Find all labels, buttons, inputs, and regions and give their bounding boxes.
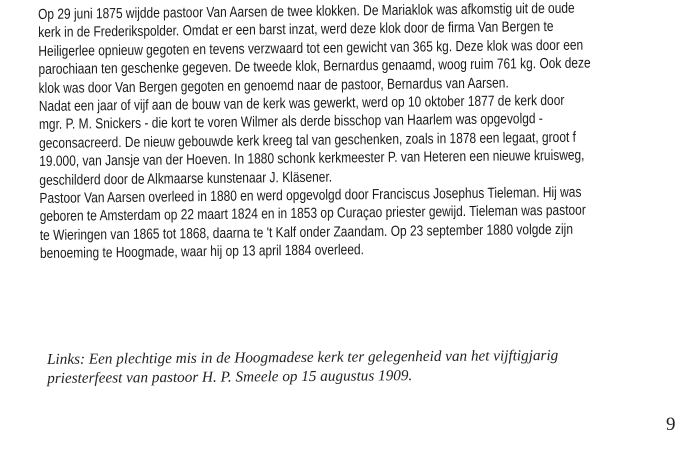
page-number: 9 [666, 414, 676, 435]
body-line: Heiligerlee opnieuw gegoten en tevens verzwaard tot een gewicht van 365 kg. Deze klok was door een [38, 37, 584, 60]
body-text [38, 0, 591, 264]
body-line: Pastoor Van Aarsen overleed in 1880 en werd opgevolgd door Franciscus Josephus Tieleman. Hij was [39, 184, 582, 208]
body-line: te Wieringen van 1865 tot 1868, daarna te 't Kalf onder Zaandam. Op 23 september 1880 volgde zijn [39, 221, 574, 244]
body-line: benoeming te Hoogmade, waar hij op 13 april 1884 overleed. [39, 242, 364, 263]
caption-line: Links: Een plechtige mis in de Hoogmadese kerk ter gelegenheid van het vijftigjarig [47, 346, 559, 368]
body-line: Nadat een jaar of vijf aan de bouw van de kerk was gewerkt, werd op 10 oktober 1877 de kerk door [38, 92, 565, 116]
body-line: mgr. P. M. Snickers - die kort te voren Wilmer als derde bisschop van Haarlem was opgevolgd - [38, 111, 543, 134]
body-line: geconsacreerd. De nieuw gebouwde kerk kreeg tal van geschenken, zoals in 1878 een legaat, groot f [39, 129, 576, 152]
body-line: klok was door Van Bergen gegoten en genoemd naar de pastoor, Bernardus van Aarsen. [38, 75, 509, 97]
caption-line: priesterfeest van pastoor H. P. Smeele op 15 augustus 1909. [47, 366, 413, 387]
body-line: parochiaan ten geschenke gegeven. De tweede klok, Bernardus genaamd, woog ruim 761 kg. Ook deze [38, 55, 591, 79]
body-line: 19.000, van Jansje van der Hoeven. In 1880 schonk kerkmeester P. van Heteren een nieuwe kruisweg, [39, 147, 585, 171]
body-line: geboren te Amsterdam op 22 maart 1824 en in 1853 op Curaçao priester gewijd. Tieleman was pastoor [39, 203, 586, 226]
body-line: geschilderd door de Alkmaarse kunstenaar J. Kläsener. [39, 169, 333, 189]
body-line: kerk in de Frederikspolder. Omdat er een barst inzat, werd deze klok door de firma Van Bergen te [38, 19, 554, 42]
body-line: Op 29 juni 1875 wijdde pastoor Van Aarsen de twee klokken. De Mariaklok was afkomstig uit de oude [38, 0, 575, 23]
photo-caption [47, 346, 687, 388]
